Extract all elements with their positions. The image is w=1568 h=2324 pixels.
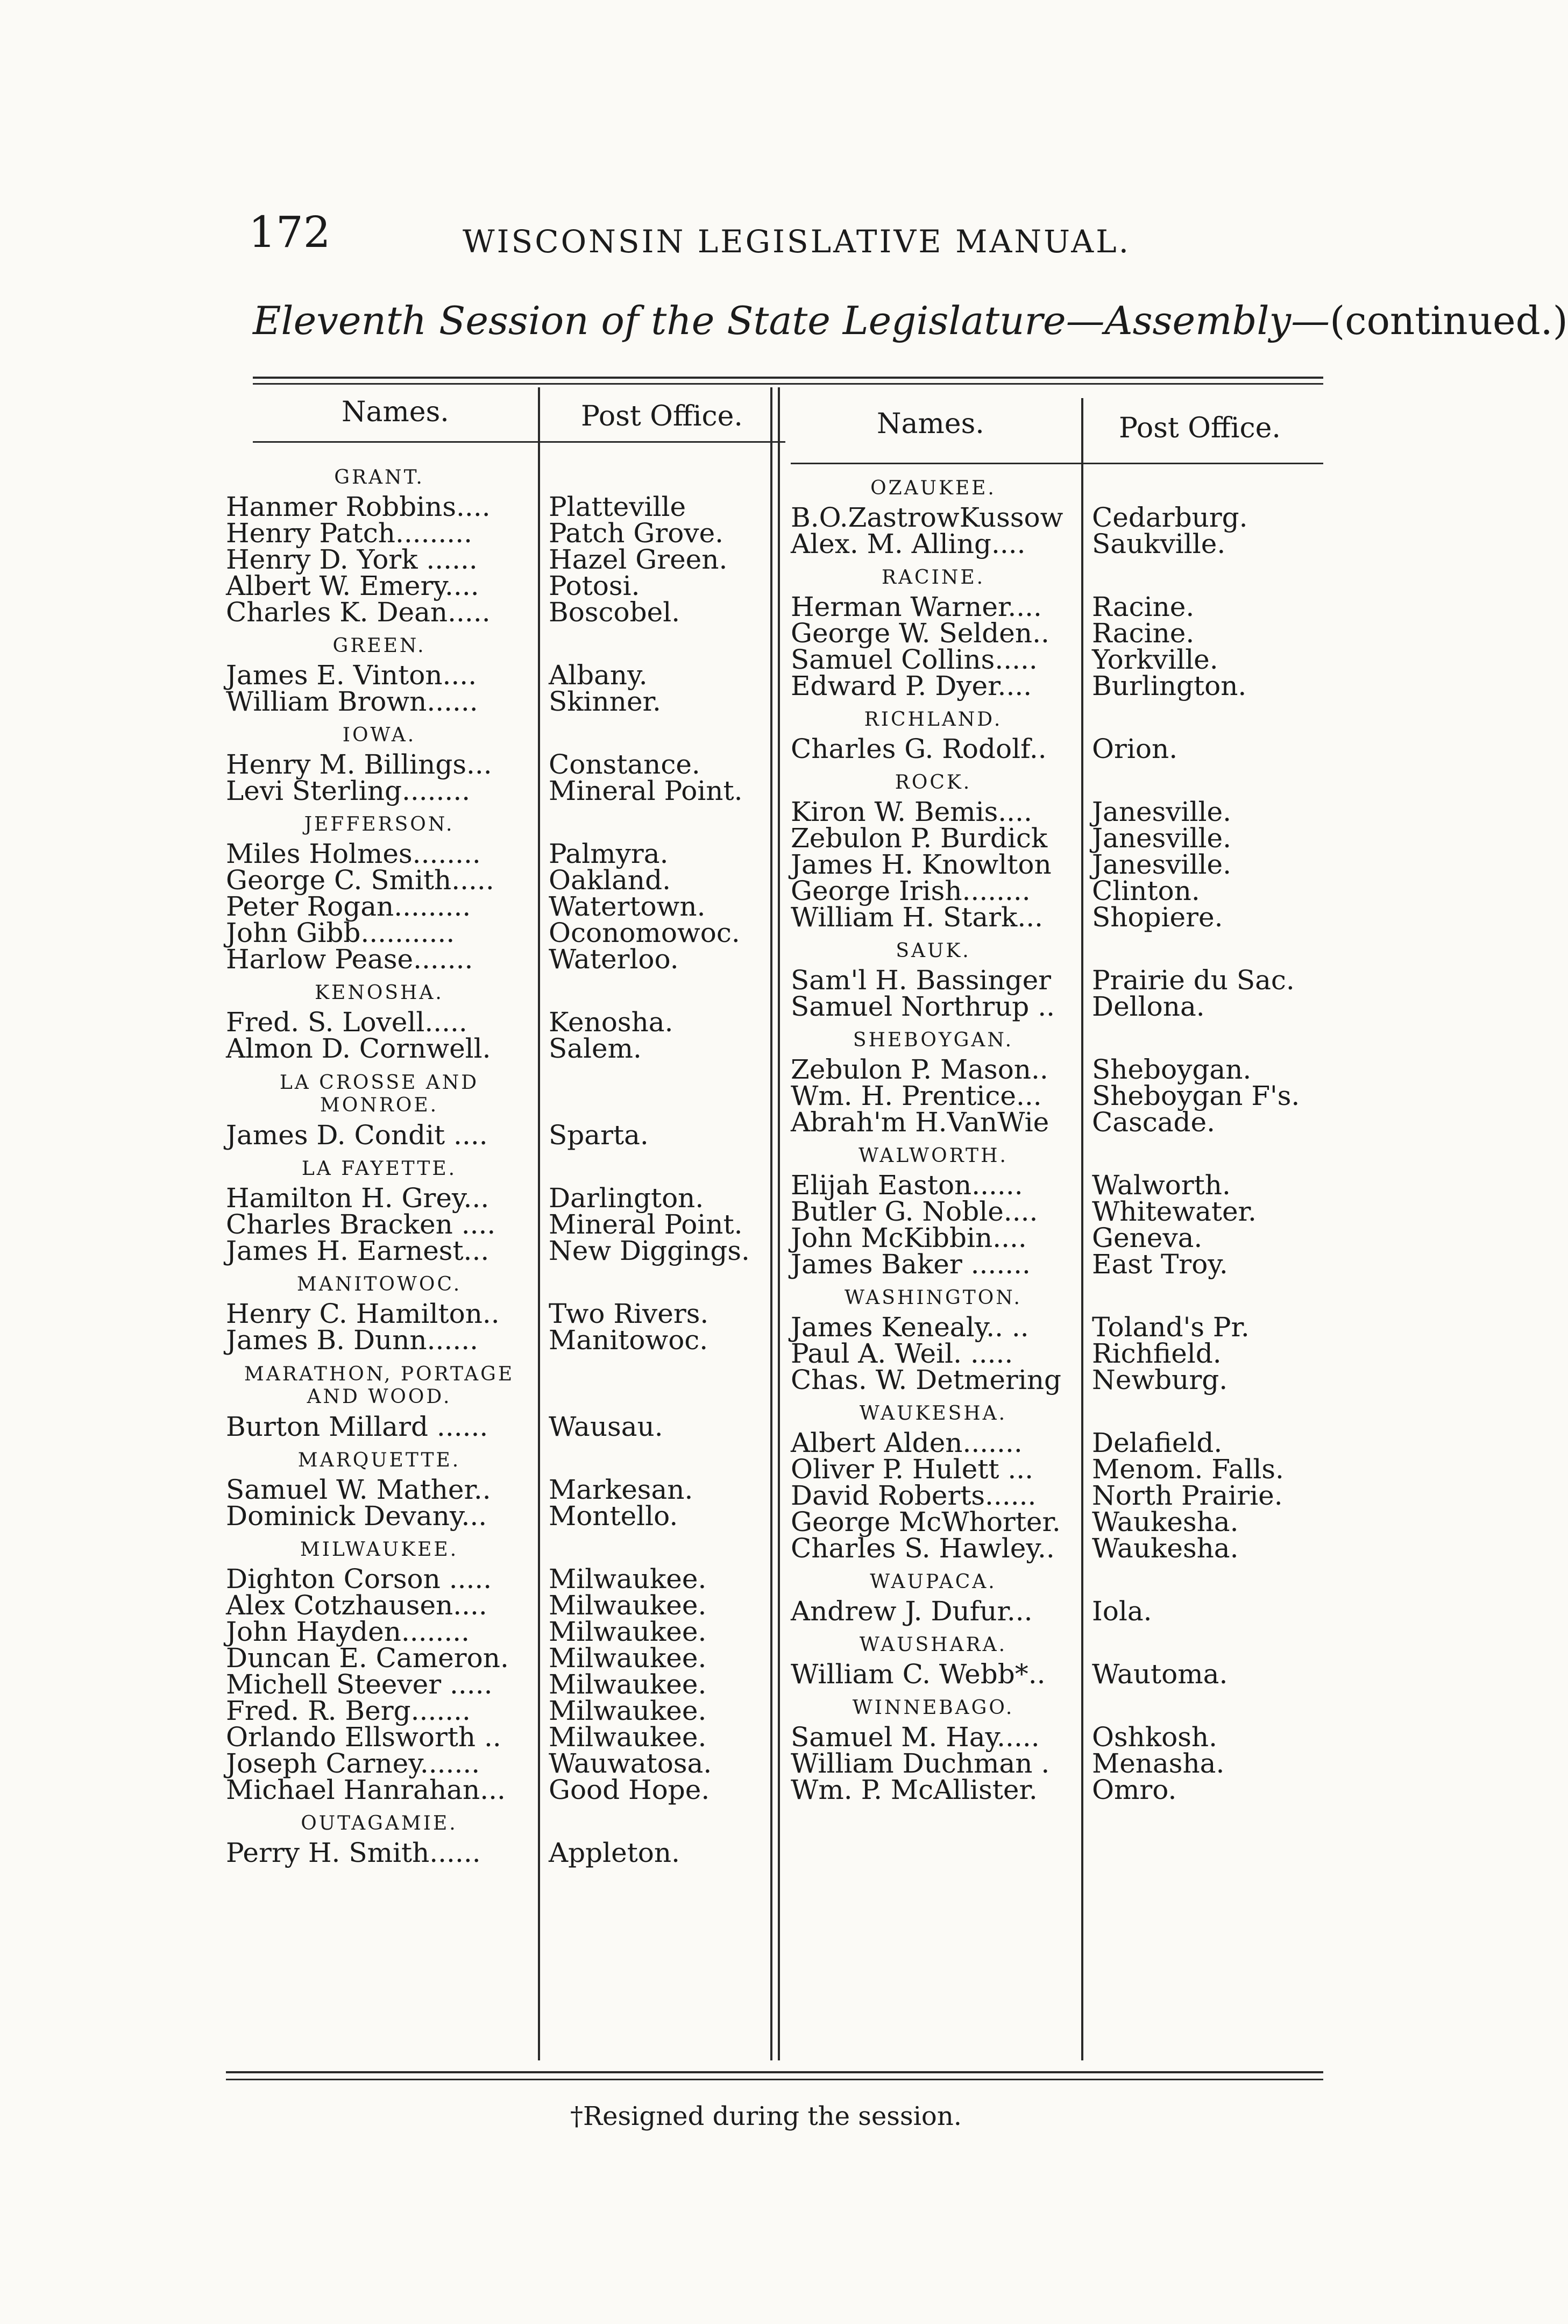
member-post-office: Two Rivers. [549, 1298, 709, 1329]
member-name: James Kenealy.. .. [791, 1312, 1029, 1343]
member-name: James E. Vinton.... [226, 660, 477, 691]
county-heading: RACINE. [881, 566, 985, 589]
member-post-office: North Prairie. [1092, 1480, 1283, 1511]
member-post-office: Mineral Point. [549, 775, 743, 806]
member-name: Fred. S. Lovell..... [226, 1007, 467, 1038]
county-heading: SAUK. [896, 940, 971, 962]
member-name: Orlando Ellsworth .. [226, 1721, 501, 1753]
member-post-office: Delafield. [1092, 1427, 1223, 1458]
center-rule-a [770, 387, 772, 2060]
member-post-office: Oshkosh. [1092, 1721, 1218, 1753]
county-heading: WAUPACA. [870, 1571, 997, 1593]
member-post-office: Prairie du Sac. [1092, 965, 1295, 996]
member-name: John Hayden........ [226, 1616, 470, 1647]
county-heading: IOWA. [342, 724, 416, 746]
center-rule-b [778, 387, 780, 2060]
member-name: Chas. W. Detmering [791, 1364, 1062, 1395]
member-post-office: Watertown. [549, 891, 706, 922]
member-name: Wm. H. Prentice... [791, 1080, 1042, 1111]
county-heading: SHEBOYGAN. [853, 1029, 1014, 1051]
header-post-office-left: Post Office. [581, 400, 743, 433]
member-name: Albert W. Emery.... [226, 570, 479, 601]
county-heading: KENOSHA. [315, 982, 444, 1004]
member-name: Abrah'm H.VanWie [791, 1107, 1049, 1138]
member-post-office: Sheboygan. [1092, 1054, 1252, 1085]
member-post-office: Shopiere. [1092, 902, 1223, 933]
table-bottom-rule-2 [226, 2079, 1323, 2080]
footnote: †Resigned during the session. [570, 2101, 962, 2131]
county-heading: GREEN. [332, 635, 426, 657]
member-name: Henry C. Hamilton.. [226, 1298, 500, 1329]
right-names-column [791, 468, 1076, 1803]
county-heading: ROCK. [895, 771, 972, 793]
member-name: Charles S. Hawley.. [791, 1533, 1055, 1564]
member-post-office: Waukesha. [1092, 1533, 1239, 1564]
member-post-office: Hazel Green. [549, 544, 728, 575]
member-post-office: Good Hope. [549, 1774, 710, 1805]
member-name: Hamilton H. Grey... [226, 1182, 489, 1214]
member-name: Paul A. Weil. ..... [791, 1338, 1013, 1369]
member-name: James D. Condit .... [226, 1120, 488, 1151]
table-top-rule-2 [253, 383, 1323, 385]
member-post-office: Constance. [549, 749, 700, 780]
member-post-office: Toland's Pr. [1092, 1312, 1250, 1343]
table-top-rule [253, 377, 1323, 379]
member-post-office: Cascade. [1092, 1107, 1216, 1138]
subtitle-continued: (continued.) [1330, 298, 1568, 343]
member-post-office: Saukville. [1092, 528, 1226, 559]
member-name: James H. Earnest... [226, 1235, 489, 1266]
member-name: Samuel W. Mather.. [226, 1474, 491, 1505]
running-head: WISCONSIN LEGISLATIVE MANUAL. [463, 223, 1131, 260]
member-name: Samuel Northrup .. [791, 991, 1055, 1022]
member-post-office: Milwaukee. [549, 1616, 707, 1647]
member-name: Duncan E. Cameron. [226, 1642, 509, 1674]
subtitle-main: Eleventh Session of the State Legislature—Assembly— [253, 298, 1330, 343]
member-post-office: Yorkville. [1092, 644, 1218, 675]
member-post-office: Milwaukee. [549, 1642, 707, 1674]
member-name: George C. Smith..... [226, 865, 494, 896]
county-heading: OUTAGAMIE. [301, 1812, 458, 1834]
member-name: Wm. P. McAllister. [791, 1774, 1038, 1805]
member-name: Zebulon P. Mason.. [791, 1054, 1048, 1085]
member-post-office: Walworth. [1092, 1170, 1231, 1201]
county-heading: MILWAUKEE. [300, 1539, 459, 1561]
member-name: Harlow Pease....... [226, 944, 473, 975]
member-name: Miles Holmes........ [226, 838, 481, 869]
left-post-office-column [549, 457, 764, 1866]
member-name: Michael Hanrahan... [226, 1774, 506, 1805]
table-subtitle [253, 298, 1568, 343]
county-heading: GRANT. [334, 466, 424, 488]
member-name: James Baker ....... [791, 1249, 1031, 1280]
member-post-office: Wautoma. [1092, 1659, 1228, 1690]
member-post-office: Burlington. [1092, 670, 1247, 702]
member-name: John McKibbin.... [791, 1222, 1027, 1253]
header-post-office-right: Post Office. [1119, 412, 1281, 444]
member-post-office: Geneva. [1092, 1222, 1203, 1253]
county-heading: OZAUKEE. [870, 477, 996, 499]
member-post-office: Mineral Point. [549, 1209, 743, 1240]
member-name: Dighton Corson ..... [226, 1563, 492, 1595]
header-rule-left [253, 441, 785, 443]
county-heading: WASHINGTON. [845, 1287, 1022, 1309]
member-name: George W. Selden.. [791, 618, 1049, 649]
member-post-office: Dellona. [1092, 991, 1205, 1022]
member-post-office: Milwaukee. [549, 1590, 707, 1621]
member-post-office: Orion. [1092, 733, 1178, 764]
member-name: John Gibb........... [226, 917, 455, 948]
member-post-office: Janesville. [1092, 796, 1232, 827]
member-post-office: Janesville. [1092, 849, 1232, 880]
member-post-office: Menom. Falls. [1092, 1454, 1284, 1485]
county-heading: LA FAYETTE. [301, 1158, 457, 1180]
member-post-office: Waterloo. [549, 944, 679, 975]
member-post-office: Sheboygan F's. [1092, 1080, 1300, 1111]
member-name: Fred. R. Berg....... [226, 1695, 471, 1726]
member-name: Charles G. Rodolf.. [791, 733, 1047, 764]
member-name: James B. Dunn...... [226, 1324, 478, 1356]
member-post-office: Manitowoc. [549, 1324, 708, 1356]
county-heading: WAUKESHA. [859, 1402, 1008, 1425]
header-names-right: Names. [877, 408, 984, 440]
member-name: Joseph Carney....... [226, 1748, 480, 1779]
member-name: Henry D. York ...... [226, 544, 478, 575]
member-name: Andrew J. Dufur... [791, 1596, 1033, 1627]
member-name: Herman Warner.... [791, 591, 1042, 622]
member-name: Zebulon P. Burdick [791, 823, 1048, 854]
member-name: George McWhorter. [791, 1506, 1061, 1537]
member-post-office: Markesan. [549, 1474, 693, 1505]
member-post-office: Oakland. [549, 865, 671, 896]
county-heading: MANITOWOC. [296, 1273, 462, 1295]
member-name: Elijah Easton...... [791, 1170, 1023, 1201]
member-name: Peter Rogan......... [226, 891, 471, 922]
county-heading: LA CROSSE AND MONROE. [279, 1072, 479, 1116]
member-post-office: Skinner. [549, 686, 661, 717]
member-post-office: Clinton. [1092, 875, 1200, 906]
member-post-office: Omro. [1092, 1774, 1177, 1805]
member-name: Samuel M. Hay..... [791, 1721, 1040, 1753]
table-bottom-rule [226, 2071, 1323, 2073]
member-post-office: Patch Grove. [549, 518, 724, 549]
member-post-office: Albany. [549, 660, 648, 691]
member-name: Almon D. Cornwell. [226, 1033, 491, 1064]
member-post-office: Cedarburg. [1092, 502, 1248, 533]
member-name: Sam'l H. Bassinger [791, 965, 1052, 996]
county-heading: WALWORTH. [859, 1145, 1008, 1167]
member-post-office: Menasha. [1092, 1748, 1225, 1779]
member-post-office: Waukesha. [1092, 1506, 1239, 1537]
member-post-office: Salem. [549, 1033, 642, 1064]
member-post-office: Racine. [1092, 591, 1195, 622]
member-post-office: Wauwatosa. [549, 1748, 712, 1779]
member-post-office: Richfield. [1092, 1338, 1222, 1369]
member-name: Henry M. Billings... [226, 749, 492, 780]
member-name: Samuel Collins..... [791, 644, 1038, 675]
member-post-office: Platteville [549, 491, 686, 522]
member-post-office: Kenosha. [549, 1007, 673, 1038]
member-name: George Irish........ [791, 875, 1031, 906]
page-number: 172 [249, 207, 331, 257]
member-name: Albert Alden....... [791, 1427, 1023, 1458]
member-name: Charles Bracken .... [226, 1209, 496, 1240]
member-name: James H. Knowlton [791, 849, 1052, 880]
left-names-column [226, 457, 533, 1866]
member-name: David Roberts...... [791, 1480, 1037, 1511]
member-name: Edward P. Dyer.... [791, 670, 1032, 702]
county-heading: RICHLAND. [864, 708, 1003, 731]
member-post-office: Sparta. [549, 1120, 649, 1151]
member-post-office: Newburg. [1092, 1364, 1228, 1395]
member-post-office: Iola. [1092, 1596, 1152, 1627]
member-name: Alex. M. Alling.... [791, 528, 1026, 559]
member-post-office: Darlington. [549, 1182, 704, 1214]
member-name: Perry H. Smith...... [226, 1837, 481, 1868]
member-name: Kiron W. Bemis.... [791, 796, 1032, 827]
column-rule-right [1081, 398, 1083, 2060]
member-post-office: Wausau. [549, 1411, 663, 1442]
member-post-office: Whitewater. [1092, 1196, 1257, 1227]
member-name: B.O.ZastrowKussow [791, 502, 1063, 533]
member-post-office: Milwaukee. [549, 1721, 707, 1753]
member-name: William Brown...... [226, 686, 478, 717]
county-heading: JEFFERSON. [304, 813, 455, 835]
header-names-left: Names. [342, 396, 449, 428]
member-post-office: Montello. [549, 1500, 678, 1532]
member-name: Henry Patch......... [226, 518, 472, 549]
county-heading: WAUSHARA. [859, 1634, 1008, 1656]
member-name: Butler G. Noble.... [791, 1196, 1038, 1227]
county-heading: MARQUETTE. [297, 1449, 461, 1471]
member-post-office: New Diggings. [549, 1235, 750, 1266]
member-post-office: Racine. [1092, 618, 1195, 649]
member-name: Michell Steever ..... [226, 1669, 493, 1700]
member-post-office: Oconomowoc. [549, 917, 740, 948]
member-name: William Duchman . [791, 1748, 1050, 1779]
member-post-office: Boscobel. [549, 597, 680, 628]
member-name: William H. Stark... [791, 902, 1044, 933]
county-heading: MARATHON, PORTAGE AND WOOD. [244, 1363, 515, 1408]
member-name: Alex Cotzhausen.... [226, 1590, 487, 1621]
member-name: Charles K. Dean..... [226, 597, 491, 628]
member-post-office: Milwaukee. [549, 1669, 707, 1700]
member-post-office: Janesville. [1092, 823, 1232, 854]
member-post-office: Potosi. [549, 570, 640, 601]
column-rule-left [538, 387, 540, 2060]
header-rule-right [791, 463, 1323, 464]
member-name: Dominick Devany... [226, 1500, 487, 1532]
right-post-office-column [1092, 468, 1323, 1803]
member-post-office: Palmyra. [549, 838, 669, 869]
member-name: William C. Webb*.. [791, 1659, 1046, 1690]
member-post-office: Appleton. [549, 1837, 680, 1868]
member-post-office: Milwaukee. [549, 1563, 707, 1595]
member-post-office: East Troy. [1092, 1249, 1228, 1280]
member-post-office: Milwaukee. [549, 1695, 707, 1726]
member-name: Levi Sterling........ [226, 775, 471, 806]
member-name: Hanmer Robbins.... [226, 491, 491, 522]
county-heading: WINNEBAGO. [852, 1697, 1014, 1719]
member-name: Oliver P. Hulett ... [791, 1454, 1034, 1485]
member-name: Burton Millard ...... [226, 1411, 488, 1442]
